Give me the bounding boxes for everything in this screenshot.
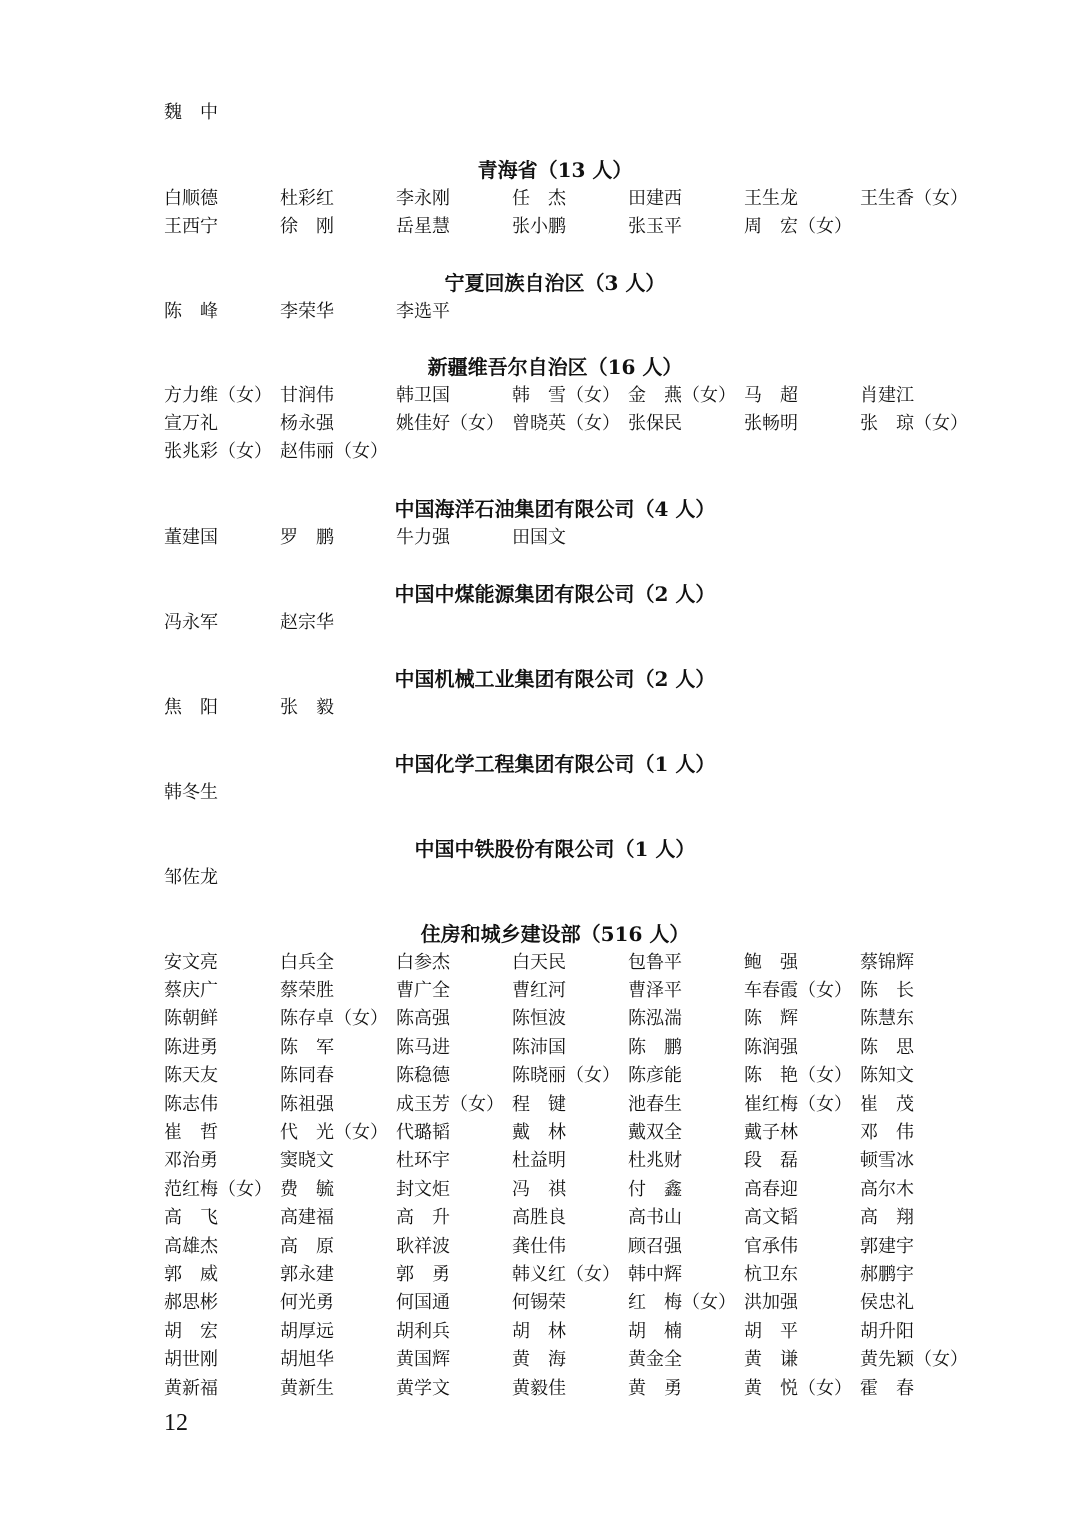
- person-name: 高胜良: [512, 1207, 566, 1229]
- person-name: 方力维（女）: [164, 384, 272, 406]
- person-name: 白顺德: [164, 187, 218, 209]
- person-name: 池春生: [628, 1093, 682, 1115]
- person-name: 韩卫国: [396, 384, 450, 406]
- name-row: [0, 213, 1080, 241]
- section-heading: 中国海洋石油集团有限公司（4 人）: [394, 497, 716, 521]
- name-row: [0, 1346, 1080, 1374]
- person-name: 甘润伟: [280, 384, 334, 406]
- person-name: 崔 茂: [860, 1093, 914, 1115]
- name-row: [0, 779, 1080, 807]
- person-name: 陈稳德: [396, 1065, 450, 1087]
- person-name: 洪加强: [744, 1292, 798, 1314]
- person-name: 罗 鹏: [280, 526, 334, 548]
- person-name: 韩中辉: [628, 1263, 682, 1285]
- name-row: [0, 1119, 1080, 1147]
- person-name: 陈朝鲜: [164, 1008, 218, 1030]
- person-name: 陈彦能: [628, 1065, 682, 1087]
- person-name: 李永刚: [396, 187, 450, 209]
- person-name: 胡 楠: [628, 1320, 682, 1342]
- person-name: 姚佳好（女）: [396, 412, 504, 434]
- person-name: 陈恒波: [512, 1008, 566, 1030]
- person-name: 陈高强: [396, 1008, 450, 1030]
- person-name: 蔡锦辉: [860, 951, 914, 973]
- person-name: 牛力强: [396, 526, 450, 548]
- person-name: 戴双全: [628, 1121, 682, 1143]
- person-name: 高 升: [396, 1207, 450, 1229]
- person-name: 张玉平: [628, 215, 682, 237]
- person-name: 张兆彩（女）: [164, 441, 272, 463]
- person-name: 胡厚远: [280, 1320, 334, 1342]
- name-row: [0, 185, 1080, 213]
- person-name: 白兵全: [280, 951, 334, 973]
- person-name: 张 琼（女）: [860, 412, 968, 434]
- person-name: 杭卫东: [744, 1263, 798, 1285]
- person-name: 高尔木: [860, 1178, 914, 1200]
- person-name: 郝鹏宇: [860, 1263, 914, 1285]
- name-row: [0, 1091, 1080, 1119]
- section-heading: 青海省（13 人）: [477, 158, 633, 182]
- person-name: 黄 谦: [744, 1349, 798, 1371]
- person-name: 胡旭华: [280, 1349, 334, 1371]
- person-name: 龚仕伟: [512, 1235, 566, 1257]
- person-name: 侯忠礼: [860, 1292, 914, 1314]
- person-name: 杜环宇: [396, 1150, 450, 1172]
- name-row: [0, 949, 1080, 977]
- name-row: [0, 1005, 1080, 1033]
- person-name: 黄先颖（女）: [860, 1349, 968, 1371]
- person-name: 陈泓湍: [628, 1008, 682, 1030]
- name-row: [0, 1233, 1080, 1261]
- person-name: 曹广全: [396, 979, 450, 1001]
- person-name: 黄 海: [512, 1349, 566, 1371]
- person-name: 鲍 强: [744, 951, 798, 973]
- person-name: 胡 宏: [164, 1320, 218, 1342]
- name-row: [0, 524, 1080, 552]
- page-number: 12: [164, 1410, 188, 1436]
- name-row: [0, 1261, 1080, 1289]
- person-name: 戴 林: [512, 1121, 566, 1143]
- person-name: 包鲁平: [628, 951, 682, 973]
- person-name: 曹泽平: [628, 979, 682, 1001]
- person-name: 陈马进: [396, 1036, 450, 1058]
- person-name: 高雄杰: [164, 1235, 218, 1257]
- person-name: 肖建江: [860, 384, 914, 406]
- name-row: [0, 864, 1080, 892]
- person-name: 杜益明: [512, 1150, 566, 1172]
- name-row: [0, 99, 1080, 127]
- person-name: 王西宁: [164, 215, 218, 237]
- person-name: 黄毅佳: [512, 1377, 566, 1399]
- person-name: 陈天友: [164, 1065, 218, 1087]
- person-name: 陈润强: [744, 1036, 798, 1058]
- person-name: 胡利兵: [396, 1320, 450, 1342]
- person-name: 陈 军: [280, 1036, 334, 1058]
- person-name: 周 宏（女）: [744, 215, 852, 237]
- person-name: 蔡荣胜: [280, 979, 334, 1001]
- person-name: 冯永军: [164, 611, 218, 633]
- person-name: 魏 中: [164, 102, 218, 123]
- person-name: 范红梅（女）: [164, 1178, 272, 1200]
- section-heading: 宁夏回族自治区（3 人）: [444, 271, 666, 295]
- name-row: [0, 1147, 1080, 1175]
- person-name: 郝思彬: [164, 1292, 218, 1314]
- person-name: 赵伟丽（女）: [280, 441, 388, 463]
- person-name: 宣万礼: [164, 412, 218, 434]
- person-name: 车春霞（女）: [744, 979, 852, 1001]
- person-name: 田建西: [628, 187, 682, 209]
- person-name: 陈祖强: [280, 1093, 334, 1115]
- name-row: [0, 1034, 1080, 1062]
- person-name: 付 鑫: [628, 1178, 682, 1200]
- person-name: 张保民: [628, 412, 682, 434]
- person-name: 邓 伟: [860, 1121, 914, 1143]
- person-name: 岳星慧: [396, 215, 450, 237]
- person-name: 黄新生: [280, 1377, 334, 1399]
- person-name: 马 超: [744, 384, 798, 406]
- person-name: 何光勇: [280, 1292, 334, 1314]
- name-row: [0, 1176, 1080, 1204]
- person-name: 封文炬: [396, 1178, 450, 1200]
- person-name: 陈知文: [860, 1065, 914, 1087]
- person-name: 耿祥波: [396, 1235, 450, 1257]
- person-name: 陈慧东: [860, 1008, 914, 1030]
- person-name: 顾召强: [628, 1235, 682, 1257]
- person-name: 陈同春: [280, 1065, 334, 1087]
- person-name: 高文韬: [744, 1207, 798, 1229]
- person-name: 黄学文: [396, 1377, 450, 1399]
- person-name: 胡 平: [744, 1320, 798, 1342]
- person-name: 程 键: [512, 1093, 566, 1115]
- person-name: 王生龙: [744, 187, 798, 209]
- name-row: [0, 694, 1080, 722]
- person-name: 陈 思: [860, 1036, 914, 1058]
- person-name: 曾晓英（女）: [512, 412, 620, 434]
- person-name: 白天民: [512, 951, 566, 973]
- person-name: 陈 辉: [744, 1008, 798, 1030]
- person-name: 霍 春: [860, 1377, 914, 1399]
- person-name: 陈 峰: [164, 300, 218, 322]
- person-name: 赵宗华: [280, 611, 334, 633]
- person-name: 黄 悦（女）: [744, 1377, 852, 1399]
- person-name: 杜兆财: [628, 1150, 682, 1172]
- name-row: [0, 438, 1080, 466]
- person-name: 陈志伟: [164, 1093, 218, 1115]
- person-name: 红 梅（女）: [628, 1292, 736, 1314]
- person-name: 陈 艳（女）: [744, 1065, 852, 1087]
- person-name: 董建国: [164, 526, 218, 548]
- person-name: 郭 威: [164, 1263, 218, 1285]
- person-name: 高 飞: [164, 1207, 218, 1229]
- person-name: 成玉芳（女）: [396, 1093, 504, 1115]
- person-name: 焦 阳: [164, 696, 218, 718]
- person-name: 胡世刚: [164, 1349, 218, 1371]
- name-row: [0, 1375, 1080, 1403]
- person-name: 郭永建: [280, 1263, 334, 1285]
- person-name: 胡 林: [512, 1320, 566, 1342]
- person-name: 任 杰: [512, 187, 566, 209]
- section-heading: 新疆维吾尔自治区（16 人）: [427, 355, 683, 379]
- person-name: 徐 刚: [280, 215, 334, 237]
- person-name: 李选平: [396, 300, 450, 322]
- person-name: 安文亮: [164, 951, 218, 973]
- person-name: 李荣华: [280, 300, 334, 322]
- person-name: 高春迎: [744, 1178, 798, 1200]
- section-heading: 住房和城乡建设部（516 人）: [420, 922, 690, 946]
- person-name: 张畅明: [744, 412, 798, 434]
- person-name: 黄国辉: [396, 1349, 450, 1371]
- person-name: 崔 哲: [164, 1121, 218, 1143]
- person-name: 金 燕（女）: [628, 384, 736, 406]
- person-name: 代璐韬: [396, 1121, 450, 1143]
- person-name: 邹佐龙: [164, 866, 218, 888]
- section-heading: 中国机械工业集团有限公司（2 人）: [394, 667, 716, 691]
- name-row: [0, 298, 1080, 326]
- person-name: 陈 长: [860, 979, 914, 1001]
- person-name: 高书山: [628, 1207, 682, 1229]
- person-name: 戴子林: [744, 1121, 798, 1143]
- person-name: 张 毅: [280, 696, 334, 718]
- person-name: 陈进勇: [164, 1036, 218, 1058]
- person-name: 窦晓文: [280, 1150, 334, 1172]
- name-row: [0, 1204, 1080, 1232]
- person-name: 费 毓: [280, 1178, 334, 1200]
- name-row: [0, 609, 1080, 637]
- person-name: 韩 雪（女）: [512, 384, 620, 406]
- name-row: [0, 1062, 1080, 1090]
- person-name: 何锡荣: [512, 1292, 566, 1314]
- name-row: [0, 1318, 1080, 1346]
- person-name: 陈沛国: [512, 1036, 566, 1058]
- person-name: 韩冬生: [164, 781, 218, 803]
- person-name: 崔红梅（女）: [744, 1093, 852, 1115]
- section-heading: 中国中铁股份有限公司（1 人）: [414, 837, 696, 861]
- name-row: [0, 382, 1080, 410]
- person-name: 黄新福: [164, 1377, 218, 1399]
- person-name: 郭 勇: [396, 1263, 450, 1285]
- name-row: [0, 977, 1080, 1005]
- person-name: 段 磊: [744, 1150, 798, 1172]
- person-name: 黄 勇: [628, 1377, 682, 1399]
- person-name: 代 光（女）: [280, 1121, 388, 1143]
- person-name: 黄金全: [628, 1349, 682, 1371]
- person-name: 官承伟: [744, 1235, 798, 1257]
- person-name: 杜彩红: [280, 187, 334, 209]
- person-name: 高 原: [280, 1235, 334, 1257]
- person-name: 何国通: [396, 1292, 450, 1314]
- person-name: 陈存卓（女）: [280, 1008, 388, 1030]
- person-name: 曹红河: [512, 979, 566, 1001]
- person-name: 白参杰: [396, 951, 450, 973]
- section-heading: 中国化学工程集团有限公司（1 人）: [394, 752, 716, 776]
- name-row: [0, 1289, 1080, 1317]
- person-name: 顿雪冰: [860, 1150, 914, 1172]
- person-name: 高 翔: [860, 1207, 914, 1229]
- person-name: 田国文: [512, 526, 566, 548]
- person-name: 邓治勇: [164, 1150, 218, 1172]
- person-name: 蔡庆广: [164, 979, 218, 1001]
- person-name: 郭建宇: [860, 1235, 914, 1257]
- name-row: [0, 410, 1080, 438]
- person-name: 冯 祺: [512, 1178, 566, 1200]
- person-name: 杨永强: [280, 412, 334, 434]
- person-name: 陈晓丽（女）: [512, 1065, 620, 1087]
- person-name: 陈 鹏: [628, 1036, 682, 1058]
- person-name: 韩义红（女）: [512, 1263, 620, 1285]
- person-name: 胡升阳: [860, 1320, 914, 1342]
- section-heading: 中国中煤能源集团有限公司（2 人）: [394, 582, 716, 606]
- person-name: 张小鹏: [512, 215, 566, 237]
- person-name: 王生香（女）: [860, 187, 968, 209]
- person-name: 高建福: [280, 1207, 334, 1229]
